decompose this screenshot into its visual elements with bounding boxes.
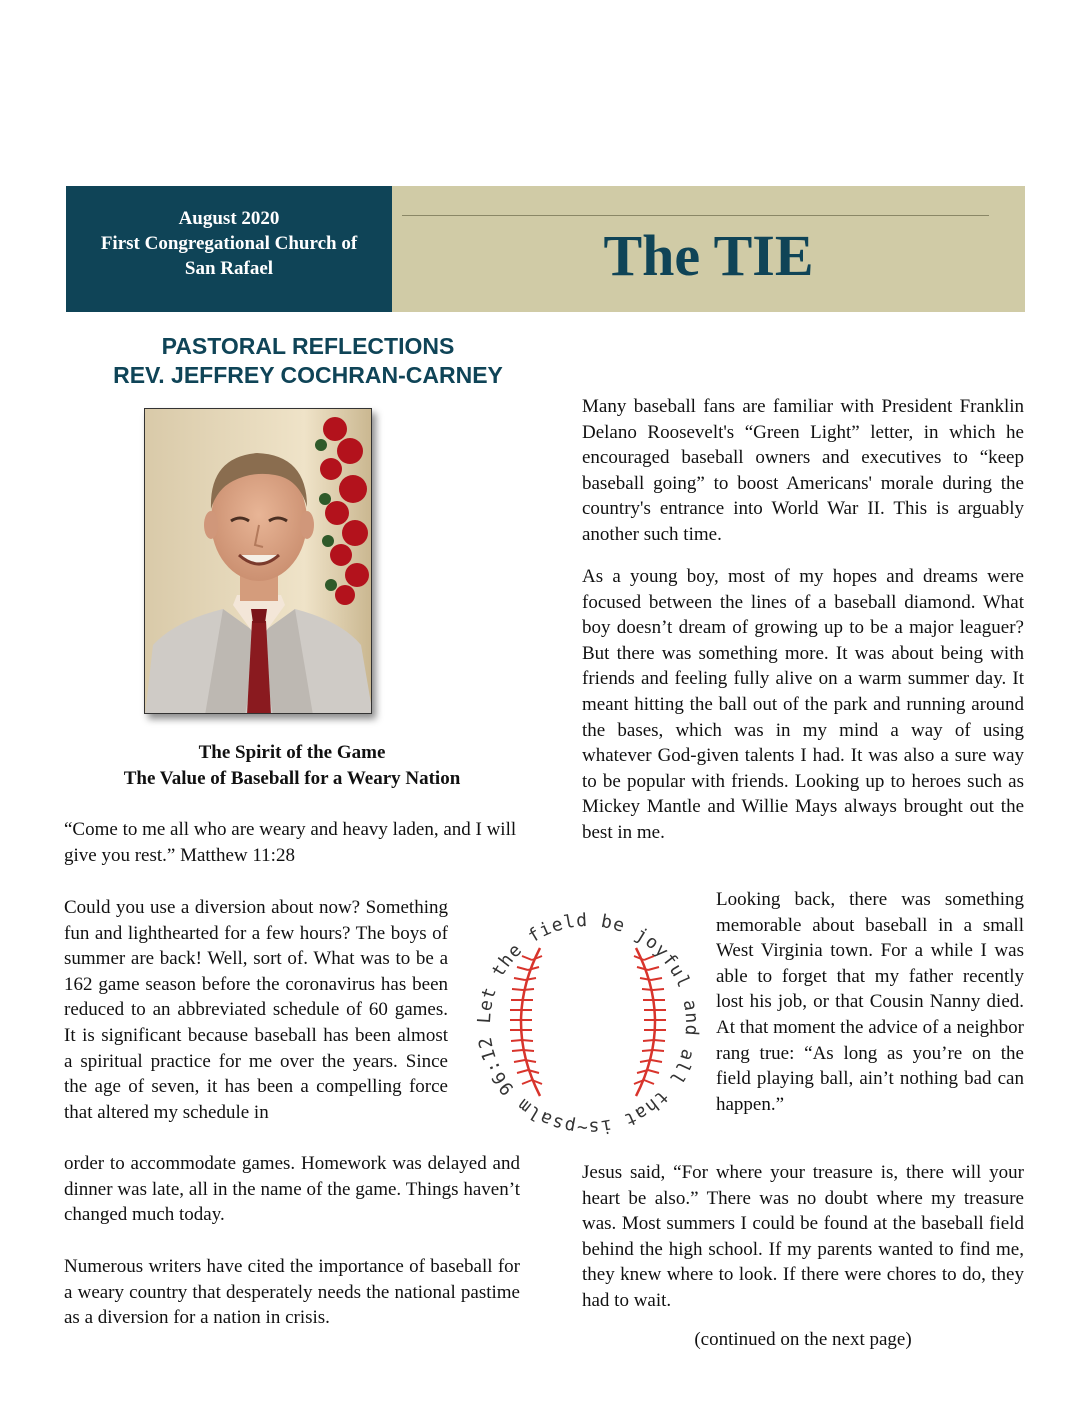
pastor-portrait-illustration: [145, 409, 372, 714]
section-heading: [60, 332, 556, 390]
section-heading-line1: PASTORAL REFLECTIONS: [161, 333, 455, 359]
baseball-circle-text: ~psalm 96:12 Let the field be joyful and all that is: [473, 909, 703, 1136]
paragraph-left-1-bottom: order to accommodate games. Homework was delayed and dinner was late, all in the name of the game. Things haven’t changed much today.: [64, 1153, 520, 1226]
scripture-quote: “Come to me all who are weary and heavy laden, and I will give you rest.” Matthew 11:28: [64, 819, 517, 866]
paragraph-left-1-top: Could you use a diversion about now? Something fun and lighthearted for a few hours? The boys of summer are back! Well, sort of. What was to be a 162 game season before the coronavirus has been reduced to an abbreviated schedule of 60 games. It is significant because baseball has been almost a spiritual practice for me over the years. Since the age of seven, it has been a compelling force that altered my schedule in: [64, 897, 448, 1123]
newsletter-title: The TIE: [603, 223, 814, 288]
baseball-graphic: [470, 908, 706, 1136]
church-name-line1: First Congregational Church of: [100, 233, 358, 254]
masthead-info-block: [66, 186, 392, 312]
article-title: The Spirit of the Game: [198, 742, 386, 763]
paragraph-left-2: Numerous writers have cited the importance of baseball for a weary country that desperately needs the national pastime as a diversion for a nation in crisis.: [64, 1256, 520, 1329]
continued-note: (continued on the next page): [694, 1329, 912, 1350]
masthead-rule: [402, 215, 989, 216]
pastor-photo: [144, 408, 372, 714]
baseball-icon: [470, 908, 706, 1136]
section-heading-line2: REV. JEFFREY COCHRAN-CARNEY: [113, 362, 503, 388]
paragraph-right-3: Looking back, there was something memorable about baseball in a small West Virginia town. For a while I was able to forget that my father recently lost his job, or that Cousin Nanny died. At that moment the advice of a neighbor rang true: “As long as you’re on the field playing ball, ain’t nothing bad can happen.”: [716, 889, 1024, 1115]
church-name-line2: San Rafael: [184, 258, 274, 279]
paragraph-right-1: Many baseball fans are familiar with President Franklin Delano Roosevelt's “Green Light” letter, in which he encouraged baseball owners and executives to “keep baseball going” to boost Americans' morale during the country's entrance into World War II. This is arguably another such time.: [582, 396, 1024, 545]
svg-text:~psalm 96:12 Let the field be: [470, 908, 702, 1136]
paragraph-right-2: As a young boy, most of my hopes and dreams were focused between the lines of a baseball diamond. What boy doesn’t dream of growing up to be a major leaguer? But there was something more. It was about being with friends and feeling fully alive on a warm summer day. It meant hitting the ball out of the park and running around the bases, which was in my mind a way of using whatever God-given talents I had. It was also a sure way to be popular with friends. Looking up to heroes such as Mickey Mantle and Willie Mays always brought out the best in me.: [582, 566, 1024, 843]
article-subtitle: The Value of Baseball for a Weary Nation: [123, 768, 461, 789]
paragraph-right-4: Jesus said, “For where your treasure is, there will your heart be also.” There was no doubt where my treasure was. Most summers I could be found at the baseball field behind the high school. If my parents wanted to find me, they knew where to look. If there were chores to do, they had to wait.: [582, 1162, 1024, 1311]
issue-date: August 2020: [178, 208, 280, 229]
masthead-title-block: [392, 186, 1025, 312]
